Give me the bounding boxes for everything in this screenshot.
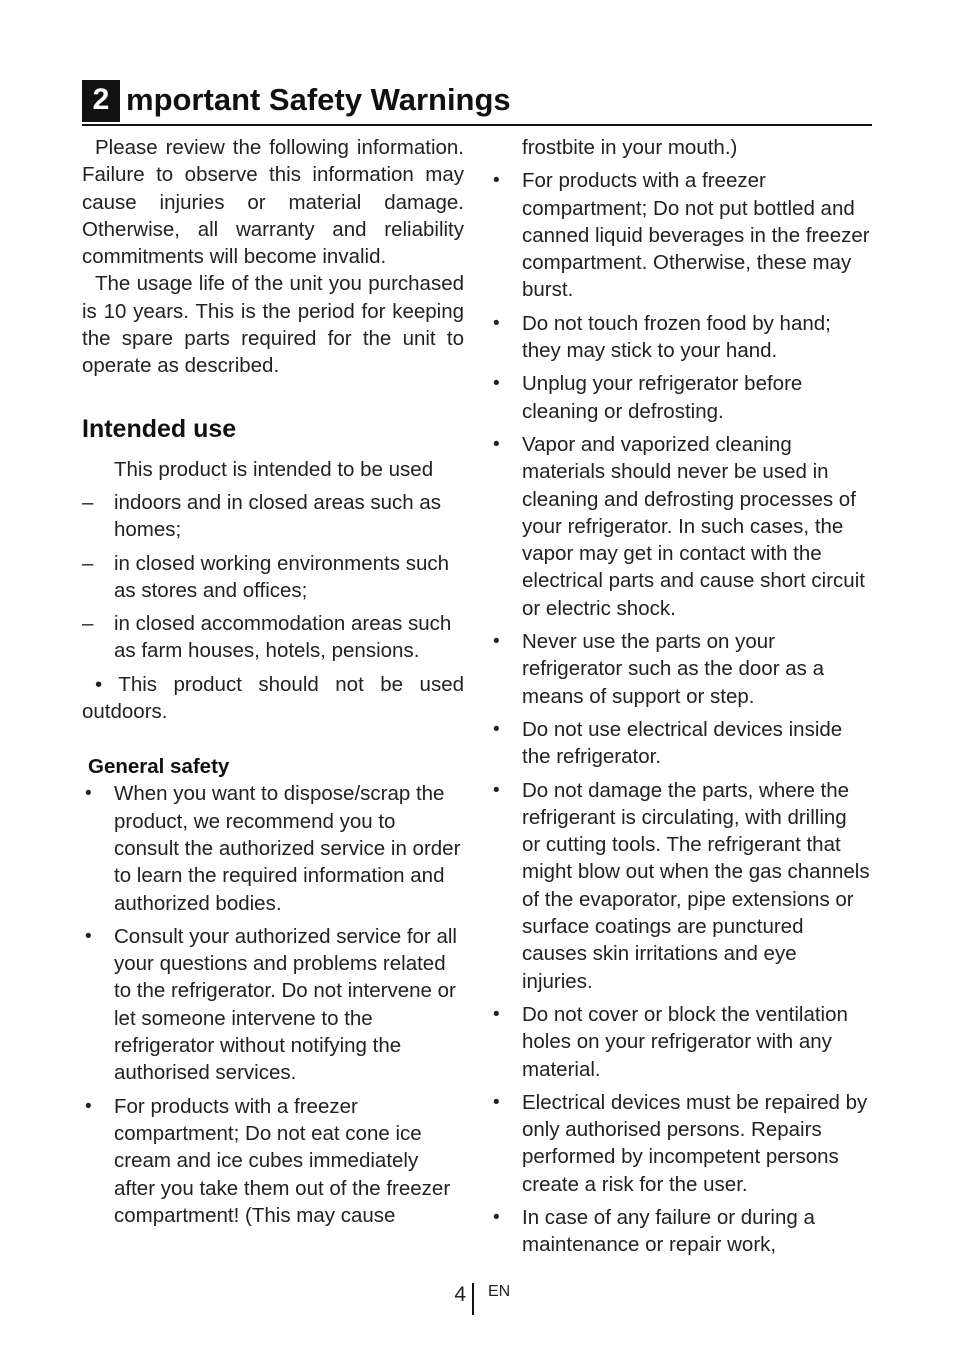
list-item [82, 610, 464, 665]
left-column [82, 134, 464, 1235]
bullet-marker: • [85, 925, 92, 947]
list-item [490, 628, 870, 710]
bullet-marker: • [85, 783, 92, 805]
page-number: 4 [454, 1283, 466, 1306]
list-item [490, 1089, 870, 1198]
bullet-marker: • [493, 170, 500, 192]
language-code: EN [488, 1283, 511, 1300]
bullet-marker: • [493, 718, 500, 740]
list-item-text: Never use the parts on your refrigerator such as the door as a means of support or step. [522, 630, 824, 708]
list-item-text: indoors and in closed areas such as homes; [114, 490, 442, 542]
general-safety-heading: General safety [88, 755, 230, 779]
list-item [490, 167, 870, 303]
general-safety-list-left [82, 780, 464, 1229]
intended-use-heading: Intended use [82, 414, 237, 443]
dash-marker: – [82, 612, 94, 636]
list-item-text: In case of any failure or during a maintenance or repair work, [522, 1205, 815, 1257]
page-footer [0, 1281, 954, 1315]
list-item-text: Do not touch frozen food by hand; they may stick to your hand. [522, 311, 831, 363]
bullet-marker: • [493, 1091, 500, 1113]
list-item [490, 310, 870, 365]
footer-divider [472, 1283, 474, 1315]
list-item [490, 716, 870, 771]
intro-paragraph: Please review the following information. Failure to observe this information may cause injuries or material damage. Otherwise, all warranty and reliability commitments will become invalid. [82, 136, 464, 269]
list-item [490, 370, 870, 425]
dash-marker: – [82, 490, 94, 514]
list-item [490, 1204, 870, 1259]
list-item [82, 923, 464, 1087]
right-column [490, 134, 870, 1265]
list-item [82, 780, 464, 916]
bullet-marker: • [493, 312, 500, 334]
dash-marker: – [82, 551, 94, 575]
list-item-text: When you want to dispose/scrap the product, we recommend you to consult the authorized service in order to learn the required information and authorized bodies. [114, 782, 461, 915]
list-item-text: Electrical devices must be repaired by only authorised persons. Repairs performed by incompetent persons create a risk for the user. [522, 1090, 868, 1196]
list-item-text: in closed working environments such as stores and offices; [114, 551, 449, 602]
list-item-text: Do not use electrical devices inside the refrigerator. [522, 717, 843, 769]
bullet-marker: • [85, 1095, 92, 1117]
bullet-marker: • [493, 433, 500, 455]
bullet-marker: • [493, 779, 500, 801]
chapter-number-badge: 2 [82, 80, 120, 122]
bullet-marker: • [493, 1003, 500, 1025]
list-item-text: For products with a freezer compartment; Do not eat cone ice cream and ice cubes immediately after you take them out of the freezer compartment! (This may cause [114, 1094, 451, 1227]
list-item-text: For products with a freezer compartment; Do not put bottled and canned liquid beverages in the freezer compartment. Otherwise, these may burst. [522, 169, 870, 302]
chapter-header [82, 80, 872, 126]
bullet-marker: • [493, 631, 500, 653]
intended-use-lead: This product is intended to be used [114, 457, 434, 481]
bullet-marker: • [493, 373, 500, 395]
list-item-text: Do not damage the parts, where the refrigerant is circulating, with drilling or cutting tools. The refrigerant that might blow out when the gas channels of the evaporator, pipe extensions or surface coatings are punctured causes skin irritations and eye injuries. [522, 778, 870, 993]
list-item-text: Unplug your refrigerator before cleaning or defrosting. [522, 372, 803, 423]
usage-life-paragraph: The usage life of the unit you purchased is 10 years. This is the period for keeping the spare parts required for the unit to operate as described. [82, 272, 464, 378]
list-item [490, 431, 870, 622]
page-title: mportant Safety Warnings [126, 82, 511, 117]
list-item [82, 489, 464, 544]
continued-text: frostbite in your mouth.) [522, 136, 738, 159]
intended-use-list [82, 489, 464, 665]
general-safety-list-right [490, 167, 870, 1258]
list-item-text: Do not cover or block the ventilation holes on your refrigerator with any material. [522, 1002, 848, 1081]
list-item [82, 550, 464, 605]
list-item-text: Consult your authorized service for all your questions and problems related to the refrigerator. Do not intervene or let someone intervene to the refrigerator without notifying the authorised services. [114, 924, 457, 1085]
list-item [490, 777, 870, 995]
list-item-text: Vapor and vaporized cleaning materials should never be used in cleaning and defrosting processes of your refrigerator. In such cases, the vapor may get in contact with the electrical parts and cause short circuit or electric shock. [522, 432, 865, 620]
list-item-text: in closed accommodation areas such as farm houses, hotels, pensions. [114, 612, 452, 663]
outdoors-warning: • This product should not be used outdoors. [82, 672, 464, 724]
list-item [82, 1093, 464, 1229]
list-item [490, 1001, 870, 1083]
bullet-marker: • [493, 1206, 500, 1228]
